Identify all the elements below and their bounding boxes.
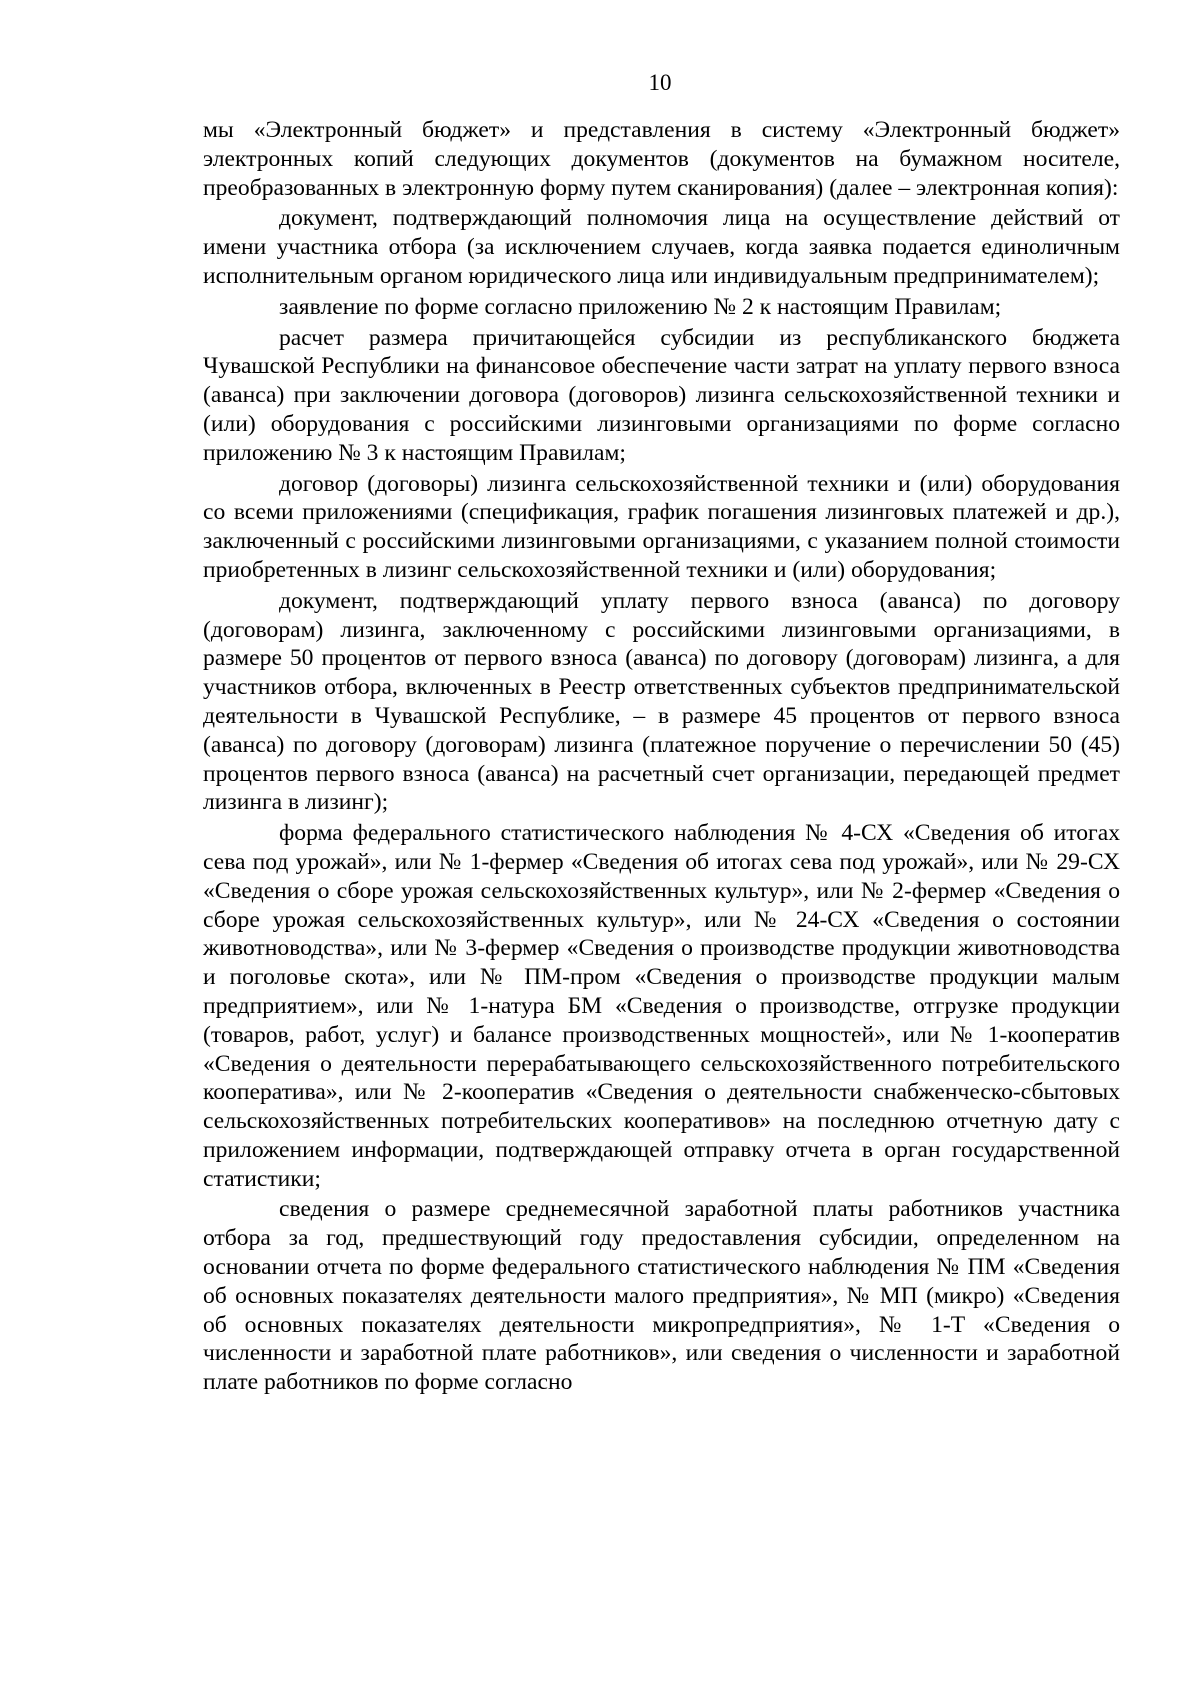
document-body [203, 116, 1120, 1397]
page-number: 10 [648, 70, 672, 95]
paragraph-continuation: мы «Электронный бюджет» и представления в систему «Электронный бюджет» электронных копий следующих документов (документов на бумажном носителе, преобразованных в электронную форму путем сканирования) (далее – электронная копия): [203, 117, 1120, 201]
paragraph-payment-document: документ, подтверждающий уплату первого взноса (аванса) по договору (договорам) лизинга, заключенному с российскими лизинговыми организациями, в размере 50 процентов от первого взноса (аванса) по договору (договорам) лизинга, а для участников отбора, включенных в Реестр ответственных субъектов предпринимательской деятельности в Чувашской Республике, – в размере 45 процентов от первого взноса (аванса) по договору (договорам) лизинга (платежное поручение о перечислении 50 (45) процентов первого взноса (аванса) на расчетный счет организации, передающей предмет лизинга в лизинг); [203, 587, 1120, 816]
paragraph-leasing-contract: договор (договоры) лизинга сельскохозяйственной техники и (или) оборудования со всеми приложениями (спецификация, график погашения лизинговых платежей и др.), заключенный с российскими лизинговыми организациями, с указанием полной стоимости приобретенных в лизинг сельскохозяйственной техники и (или) оборудования; [203, 470, 1120, 583]
paragraph-wage-information: сведения о размере среднемесячной заработной платы работников участника отбора за год, предшествующий году предоставления субсидии, определенном на основании отчета по форме федерального статистического наблюдения № ПМ «Сведения об основных показателях деятельности малого предприятия», № МП (микро) «Сведения об основных показателях деятельности микропредприятия», № 1-Т «Сведения о численности и заработной плате работников», или сведения о численности и заработной плате работников по форме согласно [203, 1196, 1120, 1396]
paragraph-application-form: заявление по форме согласно приложению № 2 к настоящим Правилам; [279, 293, 1002, 320]
paragraph-statistical-forms: форма федерального статистического наблюдения № 4-СХ «Сведения об итогах сева под урожай», или № 1-фермер «Сведения об итогах сева под урожай», или № 29-СХ «Сведения о сборе урожая сельскохозяйственных культур», или № 2-фермер «Сведения о сборе урожая сельскохозяйственных культур», или № 24-СХ «Сведения о состоянии животноводства», или № 3-фермер «Сведения о производстве продукции животноводства и поголовье скота», или № ПМ-пром «Сведения о производстве продукции малым предприятием», или № 1-натура БМ «Сведения о производстве, отгрузке продукции (товаров, работ, услуг) и балансе производственных мощностей», или № 1-кооператив «Сведения о деятельности перерабатывающего сельскохозяйственного потребительского кооператива», или № 2-кооператив «Сведения о деятельности снабженческо-сбытовых сельскохозяйственных потребительских кооперативов» на последнюю отчетную дату с приложением информации, подтверждающей отправку отчета в орган государственной статистики; [203, 820, 1120, 1192]
paragraph-subsidy-calculation: расчет размера причитающейся субсидии из республиканского бюджета Чувашской Республики на финансовое обеспечение части затрат на уплату первого взноса (аванса) при заключении договора (договоров) лизинга сельскохозяйственной техники и (или) оборудования с российскими лизинговыми организациями по форме согласно приложению № 3 к настоящим Правилам; [203, 324, 1120, 466]
paragraph-authority-document: документ, подтверждающий полномочия лица на осуществление действий от имени участника отбора (за исключением случаев, когда заявка подается единоличным исполнительным органом юридического лица или индивидуальным предпринимателем); [203, 205, 1120, 289]
